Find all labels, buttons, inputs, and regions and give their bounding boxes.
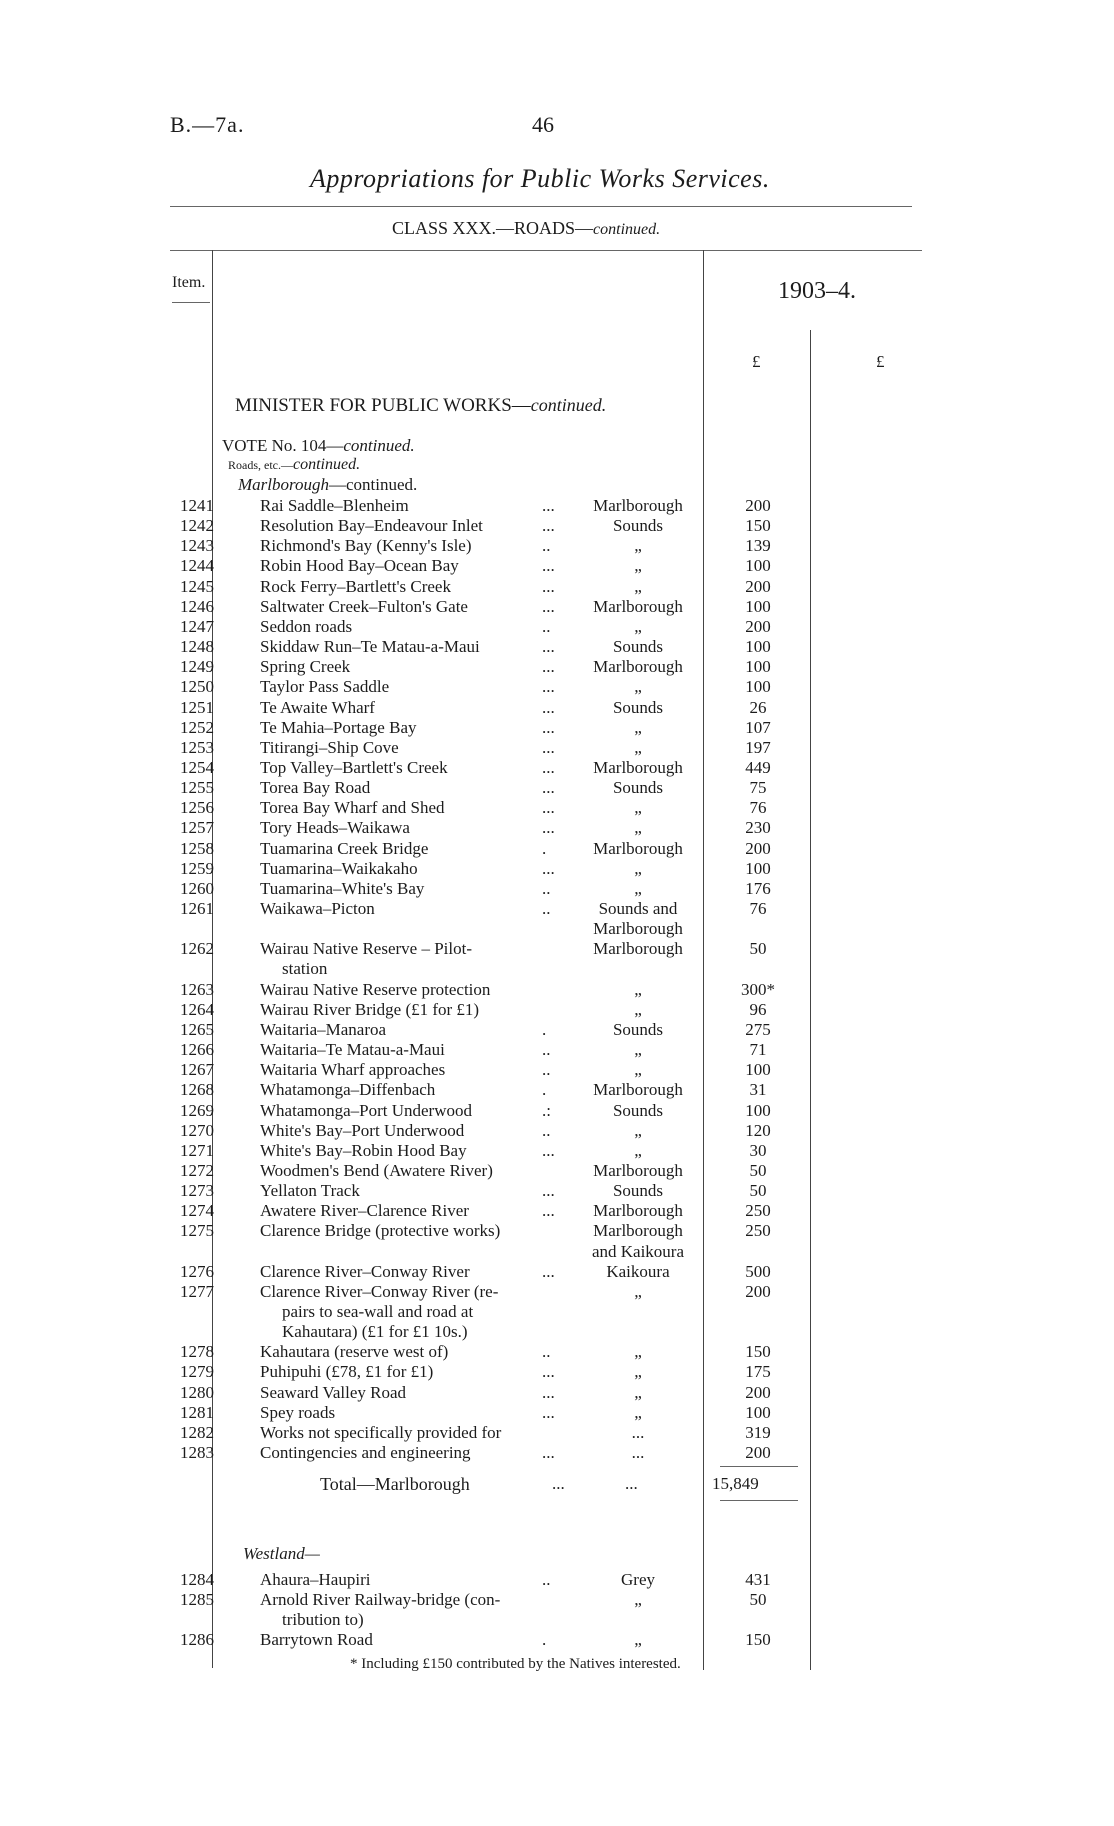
item-number: 1259	[180, 858, 214, 878]
item-description: Torea Bay Road	[260, 778, 371, 798]
electorate: ...	[631, 1422, 645, 1442]
item-number: 1266	[180, 1040, 214, 1060]
item-description: Waikawa–Picton	[260, 899, 375, 918]
electorate: „	[634, 979, 642, 999]
table-row	[0, 1423, 1114, 1443]
item-number: 1267	[180, 1060, 214, 1080]
item-number: 1241	[180, 496, 214, 515]
electorate: „	[634, 1362, 642, 1382]
amount: 275	[745, 1019, 771, 1039]
table-row	[0, 1362, 1114, 1382]
item-description: Wairau Native Reserve – Pilot-	[260, 939, 473, 959]
leader-dots: ...	[542, 576, 555, 596]
electorate: „	[634, 1040, 642, 1060]
amount: 50	[749, 939, 767, 959]
leader-dots: ...	[542, 677, 555, 697]
electorate: „	[634, 1281, 642, 1301]
leader-dots: ...	[542, 737, 555, 757]
item-description: Clarence River–Conway River (re-	[260, 1281, 499, 1301]
leader-dots: .	[542, 838, 547, 858]
title-rule	[170, 206, 912, 207]
amount: 150	[745, 516, 771, 536]
item-number: 1272	[180, 1160, 214, 1180]
item-description: Seddon roads	[260, 616, 353, 636]
item-description: Yellaton Track	[260, 1181, 360, 1201]
table-row	[0, 1121, 1114, 1141]
electorate: Sounds	[612, 697, 664, 717]
leader-dots: .	[542, 1080, 547, 1100]
amount: 31	[749, 1080, 767, 1100]
table-row	[0, 1040, 1114, 1060]
item-number: 1252	[180, 717, 214, 737]
table-row	[0, 657, 1114, 677]
item-number: 1256	[180, 798, 214, 818]
leader-dots: ...	[542, 1261, 555, 1281]
leader-dots: ...	[542, 1362, 555, 1382]
item-number: 1279	[180, 1362, 214, 1382]
table-row	[0, 1221, 1114, 1241]
leader-dots: ...	[542, 657, 555, 677]
table-row	[0, 1080, 1114, 1100]
item-description: Woodmen's Bend (Awatere River)	[260, 1160, 493, 1180]
leader-dots: ...	[542, 717, 555, 737]
item-description: Barrytown Road	[260, 1630, 373, 1650]
amount: 230	[745, 818, 771, 838]
table-row	[0, 1403, 1114, 1423]
leader-dots: ...	[542, 496, 555, 515]
amount: 200	[745, 838, 771, 858]
roads-heading: Roads, etc.—continued.	[228, 456, 361, 473]
item-description: Tuamarina–White's Bay	[260, 878, 425, 898]
electorate: Sounds	[612, 1019, 664, 1039]
leader-dots: ..	[542, 1342, 551, 1362]
table-row	[0, 1181, 1114, 1201]
total-leader-dots: ...	[552, 1474, 565, 1493]
amount: 197	[745, 737, 771, 757]
amount: 200	[745, 496, 771, 515]
item-number: 1270	[180, 1120, 214, 1140]
amount: 319	[745, 1422, 771, 1442]
electorate: Sounds	[612, 1181, 664, 1201]
item-description: Richmond's Bay (Kenny's Isle)	[260, 536, 472, 556]
electorate: Sounds	[612, 516, 664, 536]
electorate: „	[634, 737, 642, 757]
amount: 100	[745, 637, 771, 657]
amount: 96	[749, 999, 767, 1019]
item-number: 1255	[180, 778, 214, 798]
leader-dots: ...	[542, 1402, 555, 1422]
item-number: 1262	[180, 939, 214, 959]
item-number: 1285	[180, 1590, 214, 1610]
leader-dots: ..	[542, 1120, 551, 1140]
item-number: 1250	[180, 677, 214, 697]
electorate: „	[634, 1590, 642, 1610]
document-reference: B.—7a.	[170, 112, 245, 137]
electorate: „	[634, 1060, 642, 1080]
electorate: Kaikoura	[606, 1261, 670, 1281]
total-amount: 15,849	[712, 1474, 759, 1493]
leader-dots: ...	[542, 818, 555, 838]
electorate: Marlborough	[593, 757, 683, 777]
amount: 300*	[741, 979, 775, 999]
leader-dots: ...	[542, 858, 555, 878]
item-number: 1243	[180, 536, 214, 556]
table-row	[0, 980, 1114, 1000]
electorate: Marlborough	[593, 1160, 683, 1180]
item-number: 1276	[180, 1261, 214, 1281]
electorate: „	[634, 616, 642, 636]
amount: 120	[745, 1120, 771, 1140]
item-description: White's Bay–Port Underwood	[260, 1120, 465, 1140]
amount: 250	[745, 1201, 771, 1221]
table-row	[0, 1101, 1114, 1121]
amount: 26	[749, 697, 767, 717]
electorate: „	[634, 1630, 642, 1650]
item-description: Tuamarina–Waikakaho	[260, 858, 418, 878]
electorate: Marlborough	[593, 596, 683, 616]
electorate: „	[634, 878, 642, 898]
item-number: 1245	[180, 576, 214, 596]
electorate: Sounds	[612, 637, 664, 657]
table-row	[0, 1020, 1114, 1040]
item-description: Contingencies and engineering	[260, 1443, 471, 1463]
electorate: „	[634, 999, 642, 1019]
amount: 100	[745, 556, 771, 576]
vote-heading: VOTE No. 104—continued.	[222, 436, 415, 455]
electorate: „	[634, 1382, 642, 1402]
amount: 431	[745, 1570, 771, 1589]
table-row	[0, 1342, 1114, 1362]
electorate: Marlborough	[593, 1201, 683, 1221]
leader-dots: ..	[542, 1060, 551, 1080]
item-number: 1275	[180, 1221, 214, 1241]
item-description: Titirangi–Ship Cove	[260, 737, 399, 757]
year-column-header: 1903–4.	[778, 278, 856, 304]
item-number: 1284	[180, 1570, 214, 1589]
item-number: 1277	[180, 1281, 214, 1301]
amount: 200	[745, 616, 771, 636]
amount: 100	[745, 1060, 771, 1080]
leader-dots: ..	[542, 1570, 551, 1589]
item-number: 1274	[180, 1201, 214, 1221]
leader-dots: ..	[542, 1040, 551, 1060]
item-number: 1273	[180, 1181, 214, 1201]
item-number: 1244	[180, 556, 214, 576]
table-row	[0, 899, 1114, 919]
leader-dots: ...	[542, 516, 555, 536]
amount: 50	[749, 1590, 767, 1610]
leader-dots: ...	[542, 1443, 555, 1463]
table-row	[0, 798, 1114, 818]
item-description: Resolution Bay–Endeavour Inlet	[260, 516, 483, 536]
item-description: Robin Hood Bay–Ocean Bay	[260, 556, 459, 576]
table-row	[0, 1201, 1114, 1221]
table-row	[0, 839, 1114, 859]
amount: 449	[745, 757, 771, 777]
pound-column-2: £	[876, 352, 885, 371]
leader-dots: ...	[542, 637, 555, 657]
total-label: Total—Marlborough	[320, 1474, 470, 1494]
electorate: „	[634, 576, 642, 596]
leader-dots: .:	[542, 1100, 551, 1120]
item-description: Tory Heads–Waikawa	[260, 818, 410, 838]
amount: 75	[749, 778, 767, 798]
footnote: * Including £150 contributed by the Natives interested.	[350, 1656, 681, 1672]
item-number: 1247	[180, 616, 214, 636]
item-number: 1251	[180, 697, 214, 717]
item-description: Taylor Pass Saddle	[260, 677, 390, 697]
amount: 50	[749, 1181, 767, 1201]
table-row	[0, 637, 1114, 657]
leader-dots: .	[542, 1019, 547, 1039]
item-description: Seaward Valley Road	[260, 1382, 407, 1402]
leader-dots: ...	[542, 798, 555, 818]
table-row	[0, 1630, 1114, 1650]
leader-dots: .	[542, 1630, 547, 1650]
item-description: Kahautara (reserve west of)	[260, 1342, 449, 1362]
electorate: Grey	[621, 1570, 655, 1589]
item-description: Waitaria Wharf approaches	[260, 1060, 446, 1080]
item-description: Te Awaite Wharf	[260, 697, 375, 717]
amount: 76	[749, 798, 767, 818]
item-number: 1263	[180, 979, 214, 999]
table-row	[0, 738, 1114, 758]
description-continued: station	[282, 959, 328, 979]
description-continued: Kahautara) (£1 for £1 10s.)	[282, 1322, 468, 1342]
leader-dots: ..	[542, 616, 551, 636]
table-row	[0, 939, 1114, 959]
item-number: 1280	[180, 1382, 214, 1402]
item-number: 1260	[180, 878, 214, 898]
leader-dots: ...	[542, 1181, 555, 1201]
item-number: 1281	[180, 1402, 214, 1422]
amount: 107	[745, 717, 771, 737]
amount: 200	[745, 1382, 771, 1402]
leader-dots: ...	[542, 556, 555, 576]
table-row	[0, 758, 1114, 778]
electorate: „	[634, 1342, 642, 1362]
table-row	[0, 556, 1114, 576]
amount: 175	[745, 1362, 771, 1382]
item-number: 1253	[180, 737, 214, 757]
district-heading-marlborough: Marlborough—continued.	[238, 475, 418, 494]
item-number: 1249	[180, 657, 214, 677]
class-heading: CLASS XXX.—ROADS—continued.	[392, 218, 661, 238]
leader-dots: ..	[542, 899, 551, 918]
amount: 76	[749, 899, 767, 918]
total-bottom-rule	[720, 1500, 798, 1501]
item-number: 1242	[180, 516, 214, 536]
item-description: Rock Ferry–Bartlett's Creek	[260, 576, 451, 596]
page-number: 46	[532, 112, 554, 137]
item-description: Awatere River–Clarence River	[260, 1201, 469, 1221]
table-row	[0, 1141, 1114, 1161]
electorate: „	[634, 717, 642, 737]
item-number: 1264	[180, 999, 214, 1019]
table-row	[0, 1570, 1114, 1590]
minister-heading: MINISTER FOR PUBLIC WORKS—continued.	[235, 395, 607, 416]
table-row	[0, 859, 1114, 879]
electorate-continued: Marlborough	[593, 919, 683, 939]
table-row	[0, 496, 1114, 516]
item-description: White's Bay–Robin Hood Bay	[260, 1140, 467, 1160]
item-number: 1268	[180, 1080, 214, 1100]
electorate: ...	[631, 1443, 645, 1463]
description-continued: tribution to)	[282, 1610, 364, 1630]
electorate: Marlborough	[593, 939, 683, 959]
district-heading-westland: Westland—	[243, 1544, 320, 1563]
electorate: Marlborough	[593, 1080, 683, 1100]
item-description: Whatamonga–Diffenbach	[260, 1080, 436, 1100]
amount: 150	[745, 1630, 771, 1650]
item-number: 1283	[180, 1443, 214, 1463]
table-row	[0, 1262, 1114, 1282]
amount: 100	[745, 657, 771, 677]
table-row	[0, 879, 1114, 899]
pound-column-1: £	[752, 352, 761, 371]
page-title: Appropriations for Public Works Services.	[310, 164, 770, 193]
table-row	[0, 718, 1114, 738]
table-row	[0, 1590, 1114, 1610]
leader-dots: ..	[542, 536, 551, 556]
item-description: Clarence River–Conway River	[260, 1261, 470, 1281]
table-row	[0, 1282, 1114, 1302]
item-description: Whatamonga–Port Underwood	[260, 1100, 472, 1120]
electorate: „	[634, 1120, 642, 1140]
table-row	[0, 1443, 1114, 1463]
electorate: Marlborough	[593, 496, 683, 515]
item-description: Spey roads	[260, 1402, 336, 1422]
table-row	[0, 1383, 1114, 1403]
item-number: 1261	[180, 899, 214, 918]
item-description: Skiddaw Run–Te Matau-a-Maui	[260, 637, 480, 657]
item-number: 1254	[180, 757, 214, 777]
item-description: Arnold River Railway-bridge (con-	[260, 1590, 501, 1610]
electorate: Sounds	[612, 1100, 664, 1120]
item-number: 1282	[180, 1422, 214, 1442]
description-continued: pairs to sea-wall and road at	[282, 1302, 474, 1321]
item-description: Puhipuhi (£78, £1 for £1)	[260, 1362, 434, 1382]
leader-dots: ...	[542, 778, 555, 798]
amount: 176	[745, 878, 771, 898]
electorate: Marlborough	[593, 838, 683, 858]
amount: 71	[749, 1040, 767, 1060]
item-description: Wairau Native Reserve protection	[260, 979, 491, 999]
class-rule	[170, 250, 922, 251]
table-row	[0, 597, 1114, 617]
amount: 100	[745, 1100, 771, 1120]
item-description: Ahaura–Haupiri	[260, 1570, 371, 1589]
item-number: 1246	[180, 596, 214, 616]
electorate: „	[634, 1402, 642, 1422]
table-row	[0, 1060, 1114, 1080]
electorate: „	[634, 798, 642, 818]
item-number: 1286	[180, 1630, 214, 1650]
table-row	[0, 1000, 1114, 1020]
item-description: Spring Creek	[260, 657, 351, 677]
leader-dots: ...	[542, 1382, 555, 1402]
item-number: 1271	[180, 1140, 214, 1160]
item-description: Te Mahia–Portage Bay	[260, 717, 417, 737]
item-description: Torea Bay Wharf and Shed	[260, 798, 445, 818]
item-description: Clarence Bridge (protective works)	[260, 1221, 501, 1241]
amount: 100	[745, 858, 771, 878]
amount: 150	[745, 1342, 771, 1362]
amount: 100	[745, 596, 771, 616]
amount: 30	[749, 1140, 767, 1160]
item-description: Saltwater Creek–Fulton's Gate	[260, 596, 468, 616]
electorate: Sounds	[612, 778, 664, 798]
electorate: Marlborough	[593, 657, 683, 677]
electorate: „	[634, 677, 642, 697]
table-row	[0, 1161, 1114, 1181]
leader-dots: ...	[542, 1201, 555, 1221]
electorate: „	[634, 556, 642, 576]
leader-dots: ...	[542, 697, 555, 717]
item-description: Wairau River Bridge (£1 for £1)	[260, 999, 480, 1019]
item-number: 1269	[180, 1100, 214, 1120]
item-number: 1257	[180, 818, 214, 838]
table-row	[0, 536, 1114, 556]
item-description: Tuamarina Creek Bridge	[260, 838, 429, 858]
item-description: Waitaria–Manaroa	[260, 1019, 387, 1039]
leader-dots: ..	[542, 878, 551, 898]
total-top-rule	[720, 1466, 798, 1467]
leader-dots: ...	[542, 596, 555, 616]
total-leader-dots: ...	[625, 1474, 638, 1493]
amount: 100	[745, 677, 771, 697]
amount: 50	[749, 1160, 767, 1180]
amount: 100	[745, 1402, 771, 1422]
item-column-header: Item.	[172, 274, 206, 291]
table-row	[0, 818, 1114, 838]
table-row	[0, 778, 1114, 798]
leader-dots: ...	[542, 1140, 555, 1160]
item-number: 1278	[180, 1342, 214, 1362]
table-row	[0, 577, 1114, 597]
table-row	[0, 516, 1114, 536]
electorate: „	[634, 1140, 642, 1160]
amount: 200	[745, 1443, 771, 1463]
leader-dots: ...	[542, 757, 555, 777]
item-number: 1265	[180, 1019, 214, 1039]
item-number: 1248	[180, 637, 214, 657]
amount: 200	[745, 1281, 771, 1301]
item-description: Top Valley–Bartlett's Creek	[260, 757, 448, 777]
electorate: Marlborough	[593, 1221, 683, 1241]
table-row	[0, 698, 1114, 718]
electorate: „	[634, 536, 642, 556]
amount: 500	[745, 1261, 771, 1281]
electorate-continued: and Kaikoura	[591, 1241, 685, 1261]
item-description: Works not specifically provided for	[260, 1422, 502, 1442]
electorate: „	[634, 818, 642, 838]
item-number: 1258	[180, 838, 214, 858]
electorate: Sounds and	[598, 899, 678, 918]
item-description: Rai Saddle–Blenheim	[260, 496, 409, 515]
table-row	[0, 677, 1114, 697]
amount: 139	[745, 536, 771, 556]
amount: 200	[745, 576, 771, 596]
amount: 250	[745, 1221, 771, 1241]
table-row	[0, 617, 1114, 637]
item-header-rule	[172, 302, 210, 303]
item-description: Waitaria–Te Matau-a-Maui	[260, 1040, 445, 1060]
electorate: „	[634, 858, 642, 878]
